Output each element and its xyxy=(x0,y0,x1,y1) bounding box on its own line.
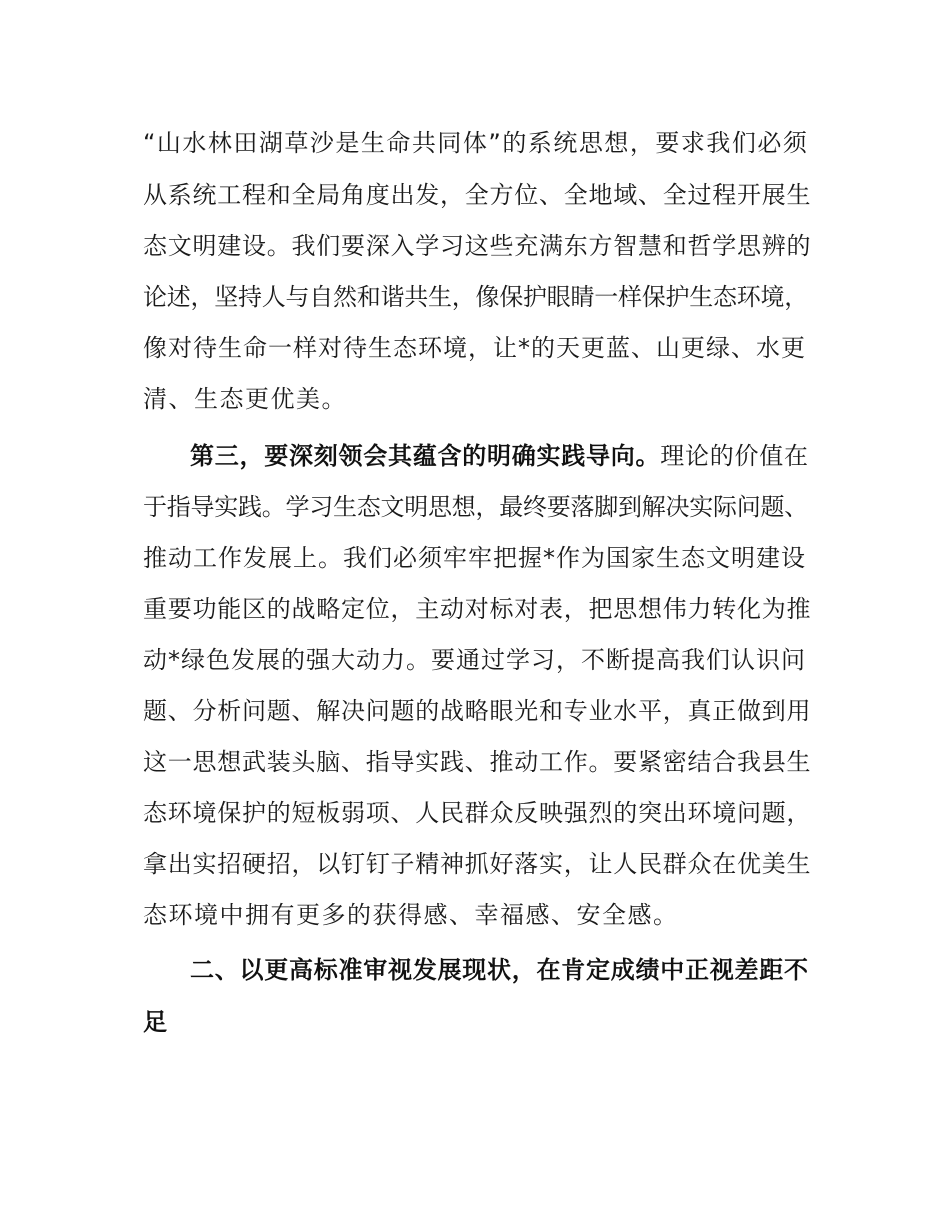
text-line: 像对待生命一样对待生态环境，让*的天更蓝、山更绿、水更 xyxy=(143,334,806,362)
text-line: 于指导实践。学习生态文明思想，最终要落脚到解决实际问题、 xyxy=(143,493,808,521)
text-line: 重要功能区的战略定位，主动对标对表，把思想伟力转化为推 xyxy=(143,595,812,623)
text-line: 清、生态更优美。 xyxy=(143,385,347,413)
text-line: 这一思想武装头脑、指导实践、推动工作。要紧密结合我县生 xyxy=(143,748,812,776)
text-line: 题、分析问题、解决问题的战略眼光和专业水平，真正做到用 xyxy=(143,697,812,725)
text-line: 拿出实招硬招，以钉钉子精神抓好落实，让人民群众在优美生 xyxy=(143,850,812,878)
section-heading-line-2: 足 xyxy=(143,1008,169,1036)
bold-lead-sentence: 第三，要深刻领会其蕴含的明确实践导向。 xyxy=(190,442,661,470)
text-line: 论述，坚持人与自然和谐共生，像保护眼睛一样保护生态环境， xyxy=(143,283,808,311)
text-line: 推动工作发展上。我们必须牢牢把握*作为国家生态文明建设 xyxy=(143,544,806,572)
text-line: 从系统工程和全局角度出发，全方位、全地域、全过程开展生 xyxy=(143,181,812,209)
text-line: 态环境保护的短板弱项、人民群众反映强烈的突出环境问题， xyxy=(143,799,812,827)
text-line: “山水林田湖草沙是生命共同体”的系统思想，要求我们必须 xyxy=(143,129,809,157)
section-heading-line-1: 二、以更高标准审视发展现状，在肯定成绩中正视差距不 xyxy=(190,956,809,984)
text-line: 态环境中拥有更多的获得感、幸福感、安全感。 xyxy=(143,901,679,929)
text-line: 态文明建设。我们要深入学习这些充满东方智慧和哲学思辨的 xyxy=(143,232,812,260)
first-line-text: 理论的价值在 xyxy=(660,442,809,470)
text-line: 动*绿色发展的强大动力。要通过学习，不断提高我们认识问 xyxy=(143,646,806,674)
paragraph-first-line xyxy=(190,441,809,471)
